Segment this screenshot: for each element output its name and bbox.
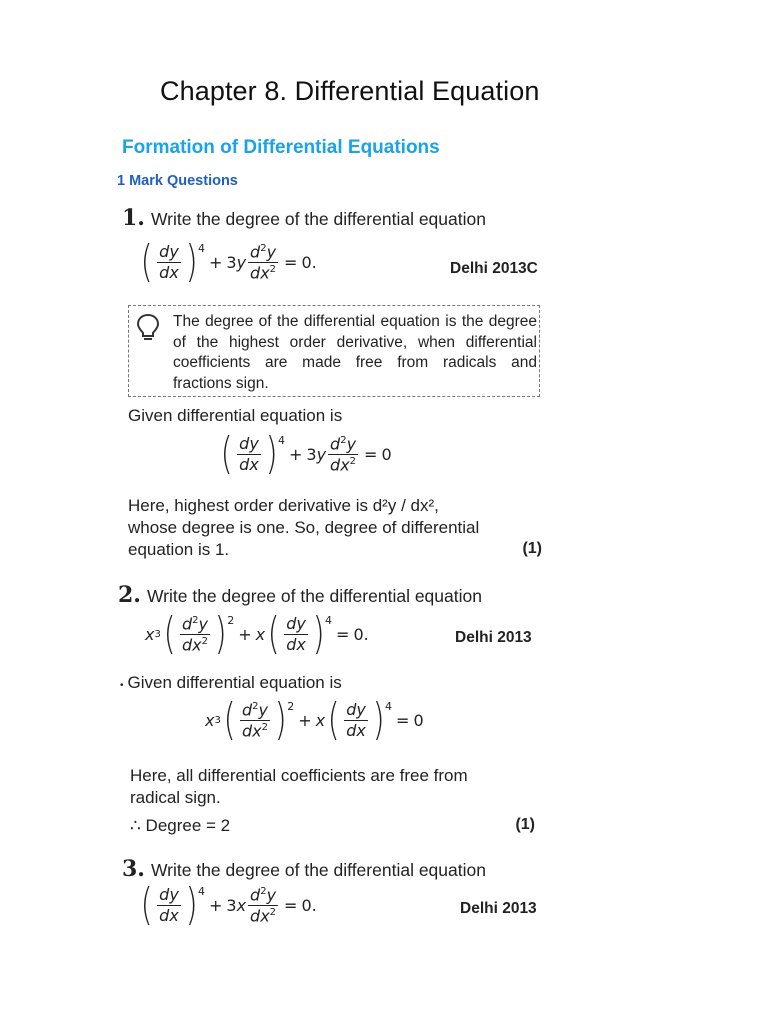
question-text: Write the degree of the differential equation [150,209,486,229]
answer-line: whose degree is one. So, degree of differential [128,518,480,538]
answer-q1 [128,495,542,561]
answer-line: Here, highest order derivative is d²y / dx², [128,496,439,515]
question-2 [118,582,482,608]
source-reference: Delhi 2013 [460,900,537,917]
conclusion: ∴ Degree = 2 [130,816,231,835]
question-number: 1. [122,205,145,231]
equation-q1: ( $\frac{dy}{dx}$ ) 4 + 3 y $\frac{d^2y}{dx^2}$ = 0. [140,236,317,287]
page-title: Chapter 8. Differential Equation [160,76,540,106]
source-reference: Delhi 2013C [450,260,538,277]
lightbulb-icon [135,312,161,342]
hint-text: The degree of the differential equation is the degree of the highest order derivative, when differential coefficients are made free from radicals and fractions sign. [173,313,537,392]
given-text: • Given differential equation is [120,673,342,692]
question-1 [122,205,486,231]
question-text: Write the degree of the differential equation [146,586,482,606]
answer-line: radical sign. [130,788,221,808]
given-label: Given differential equation is [127,673,342,692]
conclusion-row [130,815,535,837]
question-text: Write the degree of the differential equation [150,860,486,880]
equation-q3: ( $\frac{dy}{dx}$ ) 4 + 3 x $\frac{d^2y}{dx^2}$ = 0. [140,879,317,930]
question-number: 2. [118,582,141,608]
question-3 [122,856,486,882]
answer-line: Here, all differential coefficients are free from [130,766,468,785]
equation-q1-given: ( $\frac{dy}{dx}$ ) 4 + 3 y $\frac{d^2y}{dx^2}$ = 0 [220,428,392,479]
source-reference: Delhi 2013 [455,629,532,646]
marks: (1) [522,540,542,558]
answer-q2 [130,765,540,809]
given-text: Given differential equation is [128,406,343,425]
question-number: 3. [122,856,145,882]
answer-line: equation is 1. [128,540,230,560]
section-heading: Formation of Differential Equations [122,137,440,158]
equation-q2-given: x 3 ( $\frac{d^2y}{dx^2}$ ) 2 + x ( $\frac{dy}{dx}$ ) 4 = 0 [205,694,424,745]
equation-q2: x 3 ( $\frac{d^2y}{dx^2}$ ) 2 + x ( $\frac{dy}{dx}$ ) 4 = 0. [145,608,369,659]
subsection-heading: 1 Mark Questions [117,173,238,189]
marks: (1) [515,816,535,833]
